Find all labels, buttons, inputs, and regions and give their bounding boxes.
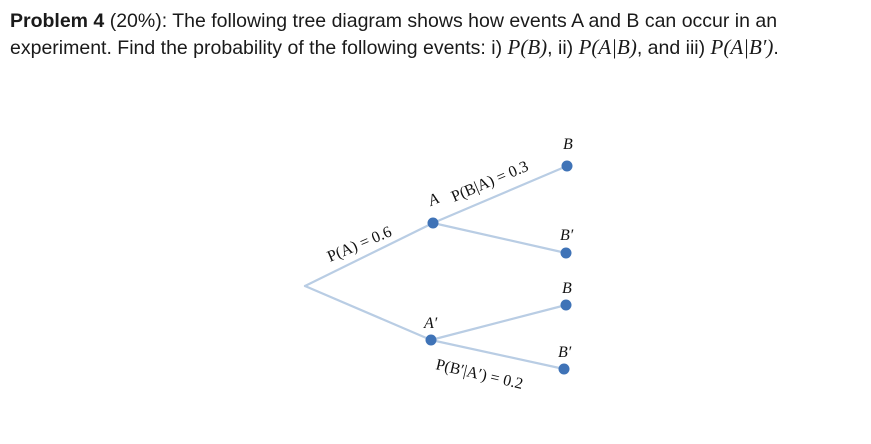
label-B-prime-top: B′ (560, 227, 574, 244)
label-p-B-given-A: P(B|A) = 0.3 (448, 157, 532, 206)
end-punct: . (773, 37, 779, 59)
label-p-Bprime-given-Aprime: P(B′|A′) = 0.2 (434, 356, 525, 393)
label-B-top: B (563, 136, 573, 153)
problem-heading: Problem 4 (10, 10, 105, 32)
node-B-prime-bottom (559, 364, 570, 375)
problem-text-1: The following tree diagram shows how events A and B can occur in an (172, 10, 778, 32)
problem-weight: (20%): (109, 10, 168, 32)
node-B-bottom (561, 300, 572, 311)
tree-nodes (426, 161, 573, 375)
question-1: P(B) (507, 35, 548, 59)
label-A-prime: A′ (424, 315, 438, 332)
question-3: P(A|B′) (710, 35, 774, 59)
node-A-prime (426, 335, 437, 346)
question-2: P(A|B) (578, 35, 637, 59)
branch-A-to-B-prime (433, 223, 566, 253)
label-B-bottom: B (562, 280, 572, 297)
label-A: A (425, 190, 442, 210)
node-A (428, 218, 439, 229)
separator-2: , and iii) (636, 37, 711, 59)
separator-1: , ii) (547, 37, 579, 59)
label-B-prime-bottom: B′ (558, 344, 572, 361)
node-B-prime-top (561, 248, 572, 259)
branch-root-to-A-prime (305, 286, 431, 340)
label-p-A: P(A) = 0.6 (324, 223, 395, 266)
problem-text-2: experiment. Find the probability of the following events: i) (10, 37, 508, 59)
branch-A-prime-to-B (431, 305, 566, 340)
node-B-top (562, 161, 573, 172)
